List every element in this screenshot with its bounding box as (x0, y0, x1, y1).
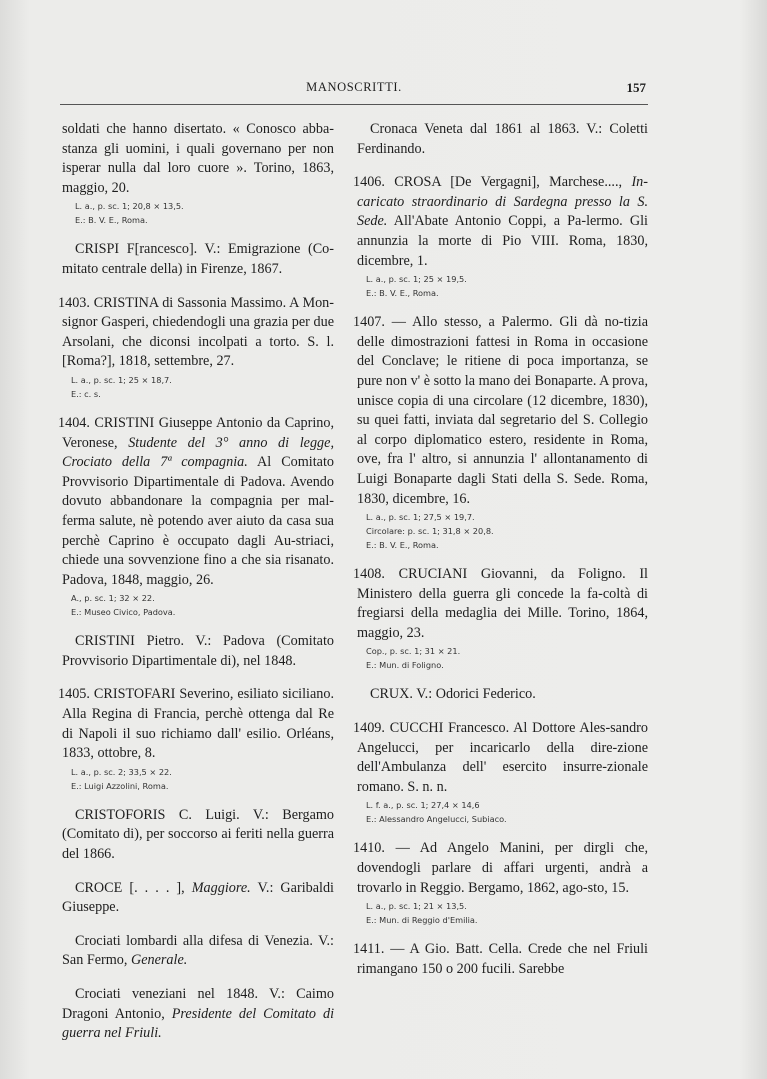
entry-italic-title: Maggiore. (191, 879, 251, 896)
entry-text-end: V.: Garibaldi Giuseppe. (62, 879, 335, 916)
entry-note: E.: c. s. (71, 388, 101, 399)
catalog-entry (58, 294, 334, 400)
entry-note: L. a., p. sc. 1; 25 × 19,5. (366, 274, 467, 285)
entry-text-end: Al Comitato Provvisorio Dipartimentale di Padova. Avendo dovuto abbandonare la compagnia per mal-ferma salute, nè potendo aver aiuto da casa sua perchè Caprino è occupato dagli Au-striaci, chiede una sovvenzione fino a che sia risanato. Padova, 1848, maggio, 26. (62, 454, 334, 588)
entry-text: CRISPI F[rancesco]. V.: Emigrazione (Co-mitato centrale della) in Firenze, 1867. (62, 241, 334, 277)
entry-note: E.: Mun. di Reggio d'Emilia. (366, 915, 478, 926)
entry-text (353, 173, 648, 271)
entry-text: CRISTINI Pietro. V.: Padova (Comitato Provvisorio Dipartimentale di), nel 1848. (62, 633, 334, 669)
entry-text: 1410. — Ad Angelo Manini, per dirgli che, dovendogli parlare di affari urgenti, andrà a trovarlo in Reggio. Bergamo, 1862, ago-sto, 15. (353, 840, 648, 896)
page-header (62, 80, 646, 102)
entry-italic-title: Generale. (130, 952, 188, 969)
entry-note: L. a., p. sc. 2; 33,5 × 22. (71, 766, 172, 777)
entry-note: E.: Mun. di Foligno. (366, 660, 444, 671)
cross-reference (62, 879, 334, 918)
entry-text-end: All'Abate Antonio Coppi, a Pa-lermo. Gli annunzia la morte di Pio VIII. Roma, 1830, dicembre, 1. (357, 213, 648, 269)
entry-italic-title: Studente del 3° anno di legge, Crociato della 7ª compagnia. (62, 434, 334, 471)
cross-reference (62, 806, 334, 865)
entry-text-start: Crociati veneziani nel 1848. V.: Caimo Dragoni Antonio, (62, 986, 334, 1022)
catalog-entry (353, 940, 648, 979)
entry-note: E.: B. V. E., Roma. (75, 215, 148, 226)
entry-text-start: 1406. CROSA [De Vergagni], Marchese...., (353, 174, 632, 191)
entry-text-start: Crociati lombardi alla difesa di Venezia. V.: San Fermo, (62, 932, 334, 969)
entry-text: CRISTOFORIS C. Luigi. V.: Bergamo (Comitato di), per soccorso ai feriti nella guerra del 1866. (62, 806, 334, 863)
entry-text-start: CROCE [. . . . ], (75, 879, 192, 896)
entry-text: soldati che hanno disertato. « Conosco abba-stanza gli uomini, i quali governano per non isperar nulla dal loro cuore ». Torino, 1863, maggio, 20. (62, 121, 334, 196)
entry-note: L. a., p. sc. 1; 27,5 × 19,7. (366, 512, 475, 523)
entry-note: E.: Luigi Azzolini, Roma. (71, 780, 169, 791)
catalog-entry (353, 719, 648, 825)
entry-italic-title: In-caricato straordinario di Sardegna presso la S. Sede. (357, 174, 648, 230)
cross-reference (62, 932, 334, 971)
entry-note: A., p. sc. 1; 32 × 22. (71, 593, 155, 604)
cross-reference (62, 985, 334, 1044)
running-title: MANOSCRITTI. (306, 80, 402, 94)
entry-text: Cronaca Veneta dal 1861 al 1863. V.: Coletti Ferdinando. (357, 121, 648, 157)
catalog-entry (353, 313, 648, 551)
catalog-entry (353, 173, 648, 299)
entry-text: 1405. CRISTOFARI Severino, esiliato siciliano. Alla Regina di Francia, perchè ottenga dal Re di Napoli il suo richiamo dall' esilio. Orléans, 1833, ottobre, 8. (58, 686, 334, 762)
catalog-entry (58, 414, 334, 618)
entry-note: L. a., p. sc. 1; 20,8 × 13,5. (75, 201, 184, 212)
entry-text: 1409. CUCCHI Francesco. Al Dottore Ales-sandro Angelucci, per incaricarlo della dire-zione dell'Ambulanza dell' esercito insurre-zionale romano. S. n. n. (353, 720, 648, 795)
catalog-entry (62, 120, 334, 226)
entry-note: E.: B. V. E., Roma. (366, 540, 439, 551)
entry-note: E.: B. V. E., Roma. (366, 288, 439, 299)
entry-note: E.: Museo Civico, Padova. (71, 607, 176, 618)
entry-italic-title: Presidente del Comitato di guerra nel Friuli. (62, 1005, 335, 1042)
entry-note: E.: Alessandro Angelucci, Subiaco. (366, 814, 507, 825)
entry-text: 1411. — A Gio. Batt. Cella. Crede che nel Friuli rimangano 150 o 200 fucili. Sarebbe (353, 941, 648, 977)
catalog-entry (353, 565, 648, 671)
entry-text-start: 1404. CRISTINI Giuseppe Antonio da Caprino, Veronese, (58, 414, 334, 451)
entry-text: 1408. CRUCIANI Giovanni, da Foligno. Il Ministero della guerra gli concede la fa-coltà di fregiarsi della medaglia dei Mille. Torino, 1864, maggio, 23. (353, 566, 648, 641)
header-rule (60, 104, 648, 105)
entry-note: L. a., p. sc. 1; 25 × 18,7. (71, 374, 172, 385)
cross-reference (357, 685, 648, 705)
entry-text: 1403. CRISTINA di Sassonia Massimo. A Mon-signor Gasperi, chiedendogli una grazia per due Arsolani, che diconsi incolpati a torto. S. l. [Roma?], 1818, settembre, 27. (58, 294, 334, 370)
cross-reference (62, 632, 334, 671)
entry-text: 1407. — Allo stesso, a Palermo. Gli dà no-tizia delle dimostrazioni fattesi in Roma in occasione del Conclave; le ritiene di poca importanza, se pure non v' è sotto la mano dei Bonaparte. A prova, unisce copia di una circolare (12 dicembre, 1830), su quei fatti, inviata dal segretario del S. Collegio al corpo diplomatico estero, residente in Roma, ove, fra l' altro, si annunzia l' allontanamento di Luigi Bonaparte dagli Stati della S. Sede. Roma, 1830, dicembre, 16. (353, 314, 648, 507)
page-number: 157 (626, 80, 646, 95)
entry-note: Circolare: p. sc. 1; 31,8 × 20,8. (366, 526, 494, 537)
entry-text: CRUX. V.: Odorici Federico. (370, 686, 536, 703)
entry-text (58, 414, 334, 590)
right-column (353, 120, 648, 993)
entry-note: L. a., p. sc. 1; 21 × 13,5. (366, 901, 467, 912)
catalog-entry (353, 839, 648, 926)
entry-note: Cop., p. sc. 1; 31 × 21. (366, 646, 461, 657)
cross-reference (357, 120, 648, 159)
left-column (58, 120, 335, 1058)
cross-reference (62, 240, 334, 279)
entry-note: L. f. a., p. sc. 1; 27,4 × 14,6 (366, 800, 480, 811)
catalog-entry (58, 685, 334, 791)
